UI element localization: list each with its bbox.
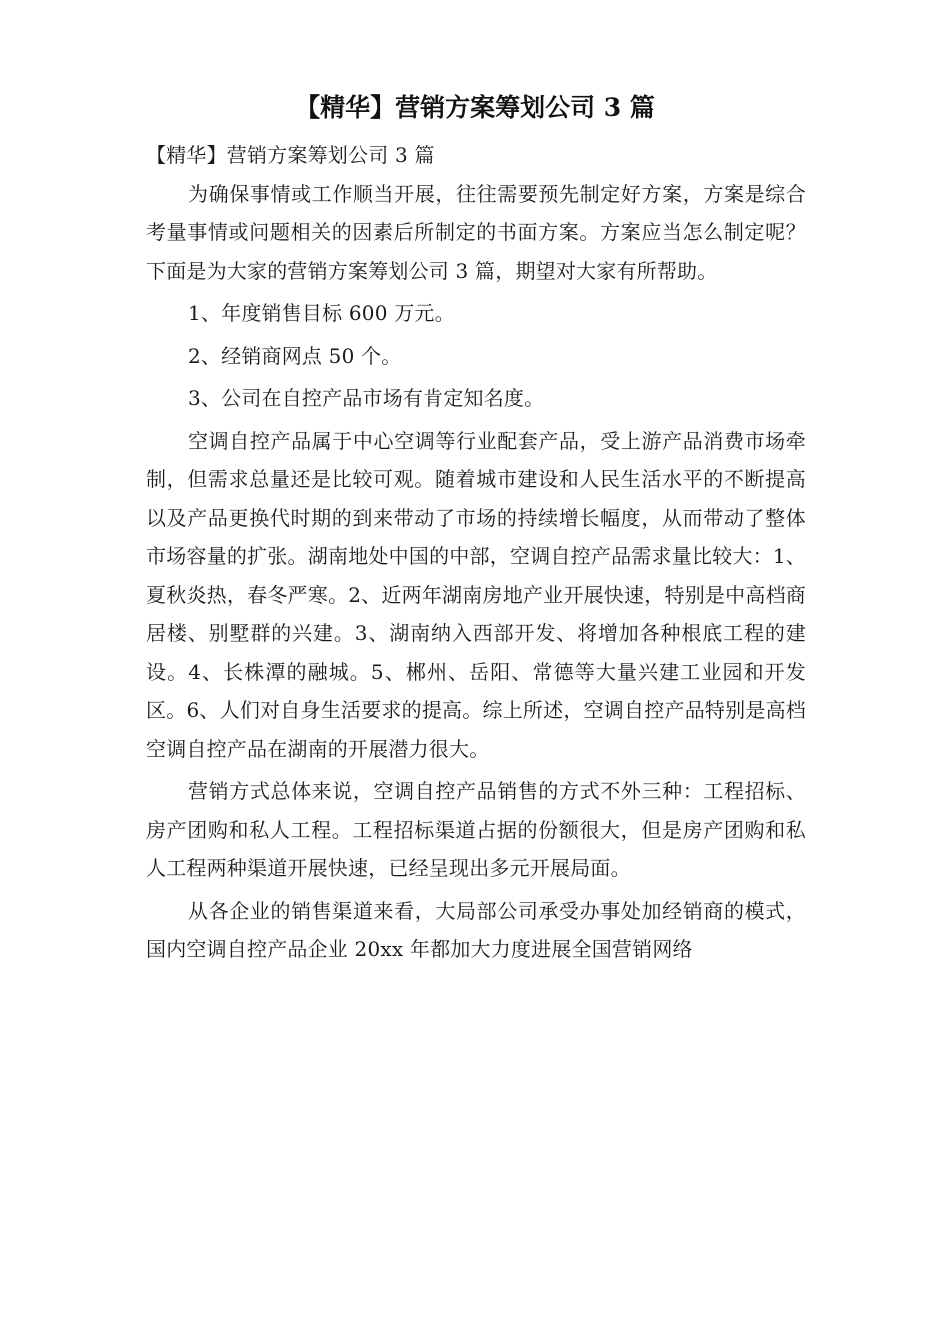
list-item-brand-awareness: 3、公司在自控产品市场有肯定知名度。 <box>188 386 545 410</box>
paragraph-sales-channels: 从各企业的销售渠道来看，大局部公司承受办事处加经销商的模式，国内空调自控产品企业 20xx 年都加大力度进展全国营销网络 <box>146 898 806 961</box>
paragraph-sales-methods: 营销方式总体来说，空调自控产品销售的方式不外三种：工程招标、房产团购和私人工程。工程招标渠道占据的份额很大，但是房产团购和私人工程两种渠道开展快速，已经呈现出多元开展局面。 <box>146 779 806 880</box>
document-title: 【精华】营销方案筹划公司 3 篇 <box>295 93 655 122</box>
paragraph-market-analysis: 空调自控产品属于中心空调等行业配套产品，受上游产品消费市场牵制，但需求总量还是比较可观。随着城市建设和人民生活水平的不断提高以及产品更换代时期的到来带动了市场的持续增长幅度，从而带动了整体市场容量的扩张。湖南地处中国的中部，空调自控产品需求量比较大：1、夏秋炎热，春冬严寒。2、近两年湖南房地产业开展快速，特别是中高档商居楼、别墅群的兴建。3、湖南纳入西部开发、将增加各种根底工程的建设。4、长株潭的融城。5、郴州、岳阳、常德等大量兴建工业园和开发区。6、人们对自身生活要求的提高。综上所述，空调自控产品特别是高档空调自控产品在湖南的开展潜力很大。 <box>146 428 806 761</box>
paragraph-intro: 为确保事情或工作顺当开展，往往需要预先制定好方案，方案是综合考量事情或问题相关的因素后所制定的书面方案。方案应当怎么制定呢？下面是为大家的营销方案筹划公司 3 篇，期望对大家有所帮助。 <box>146 181 806 283</box>
list-item-sales-target: 1、年度销售目标 600 万元。 <box>188 301 455 325</box>
document-body <box>146 136 806 969</box>
list-item-dealer-outlets: 2、经销商网点 50 个。 <box>188 343 402 368</box>
document-subtitle: 【精华】营销方案筹划公司 3 篇 <box>146 143 435 167</box>
